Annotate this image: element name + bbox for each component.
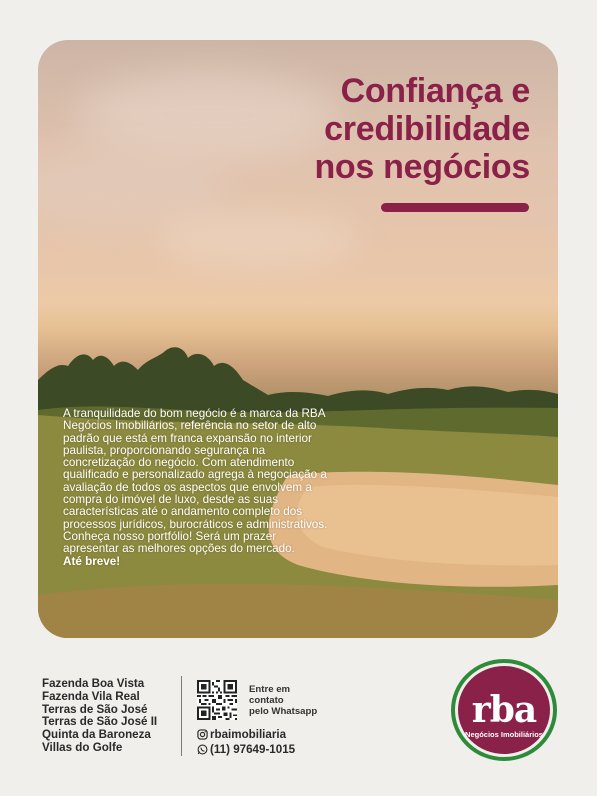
hero-description — [63, 408, 328, 568]
whatsapp-contact-note — [249, 684, 329, 717]
qr-code[interactable] — [197, 680, 237, 720]
title-line: Confiança e — [340, 72, 530, 110]
instagram-handle: rbaimobiliaria — [210, 728, 287, 741]
hero-image-card — [38, 40, 558, 638]
whatsapp-number: (11) 97649-1015 — [210, 743, 296, 756]
location-item: Fazenda Boa Vista — [42, 677, 145, 690]
title-underline — [381, 203, 529, 212]
logo-tagline: Negócios Imobiliários — [465, 730, 543, 739]
contact-note-line: contato — [249, 695, 284, 706]
location-item: Fazenda Vila Real — [42, 689, 140, 703]
location-list — [42, 678, 157, 755]
location-item: Quinta da Baroneza — [42, 728, 151, 742]
contact-note-line: Entre em — [249, 684, 291, 695]
whatsapp-icon — [197, 744, 208, 755]
title-line: nos negócios — [314, 148, 530, 186]
location-item: Villas do Golfe — [42, 740, 123, 754]
instagram-link[interactable] — [197, 727, 295, 742]
closing-text: Até breve! — [63, 554, 121, 568]
title-line: credibilidade — [324, 110, 530, 148]
logo-mark: rba — [471, 689, 537, 731]
contact-note-line: pelo Whatsapp — [249, 706, 318, 717]
whatsapp-link[interactable] — [197, 742, 295, 757]
location-item: Terras de São José — [42, 702, 148, 716]
social-contacts — [197, 727, 295, 757]
rba-logo — [451, 659, 557, 761]
location-item: Terras de São José II — [42, 715, 158, 729]
cloud — [158, 210, 358, 270]
description-text: A tranquilidade do bom negócio é a marca da RBA Negócios Imobiliários, referência no setor de alto padrão que está em franca expansão no interior paulista, proporcionando segurança na concretização do negócio. Com atendimento qualificado e personalizado agrega à negociação a avaliação de todos os aspectos que envolvem a compra do imóvel de luxo, desde as suas características até o andamento completo dos processos jurídicos, burocráticos e administrativos. Conheça nosso portfólio! Será um prazer apresentar as melhores opções do mercado. — [63, 407, 328, 556]
instagram-icon — [197, 729, 208, 740]
footer-divider — [181, 676, 182, 756]
page-title — [250, 72, 530, 186]
